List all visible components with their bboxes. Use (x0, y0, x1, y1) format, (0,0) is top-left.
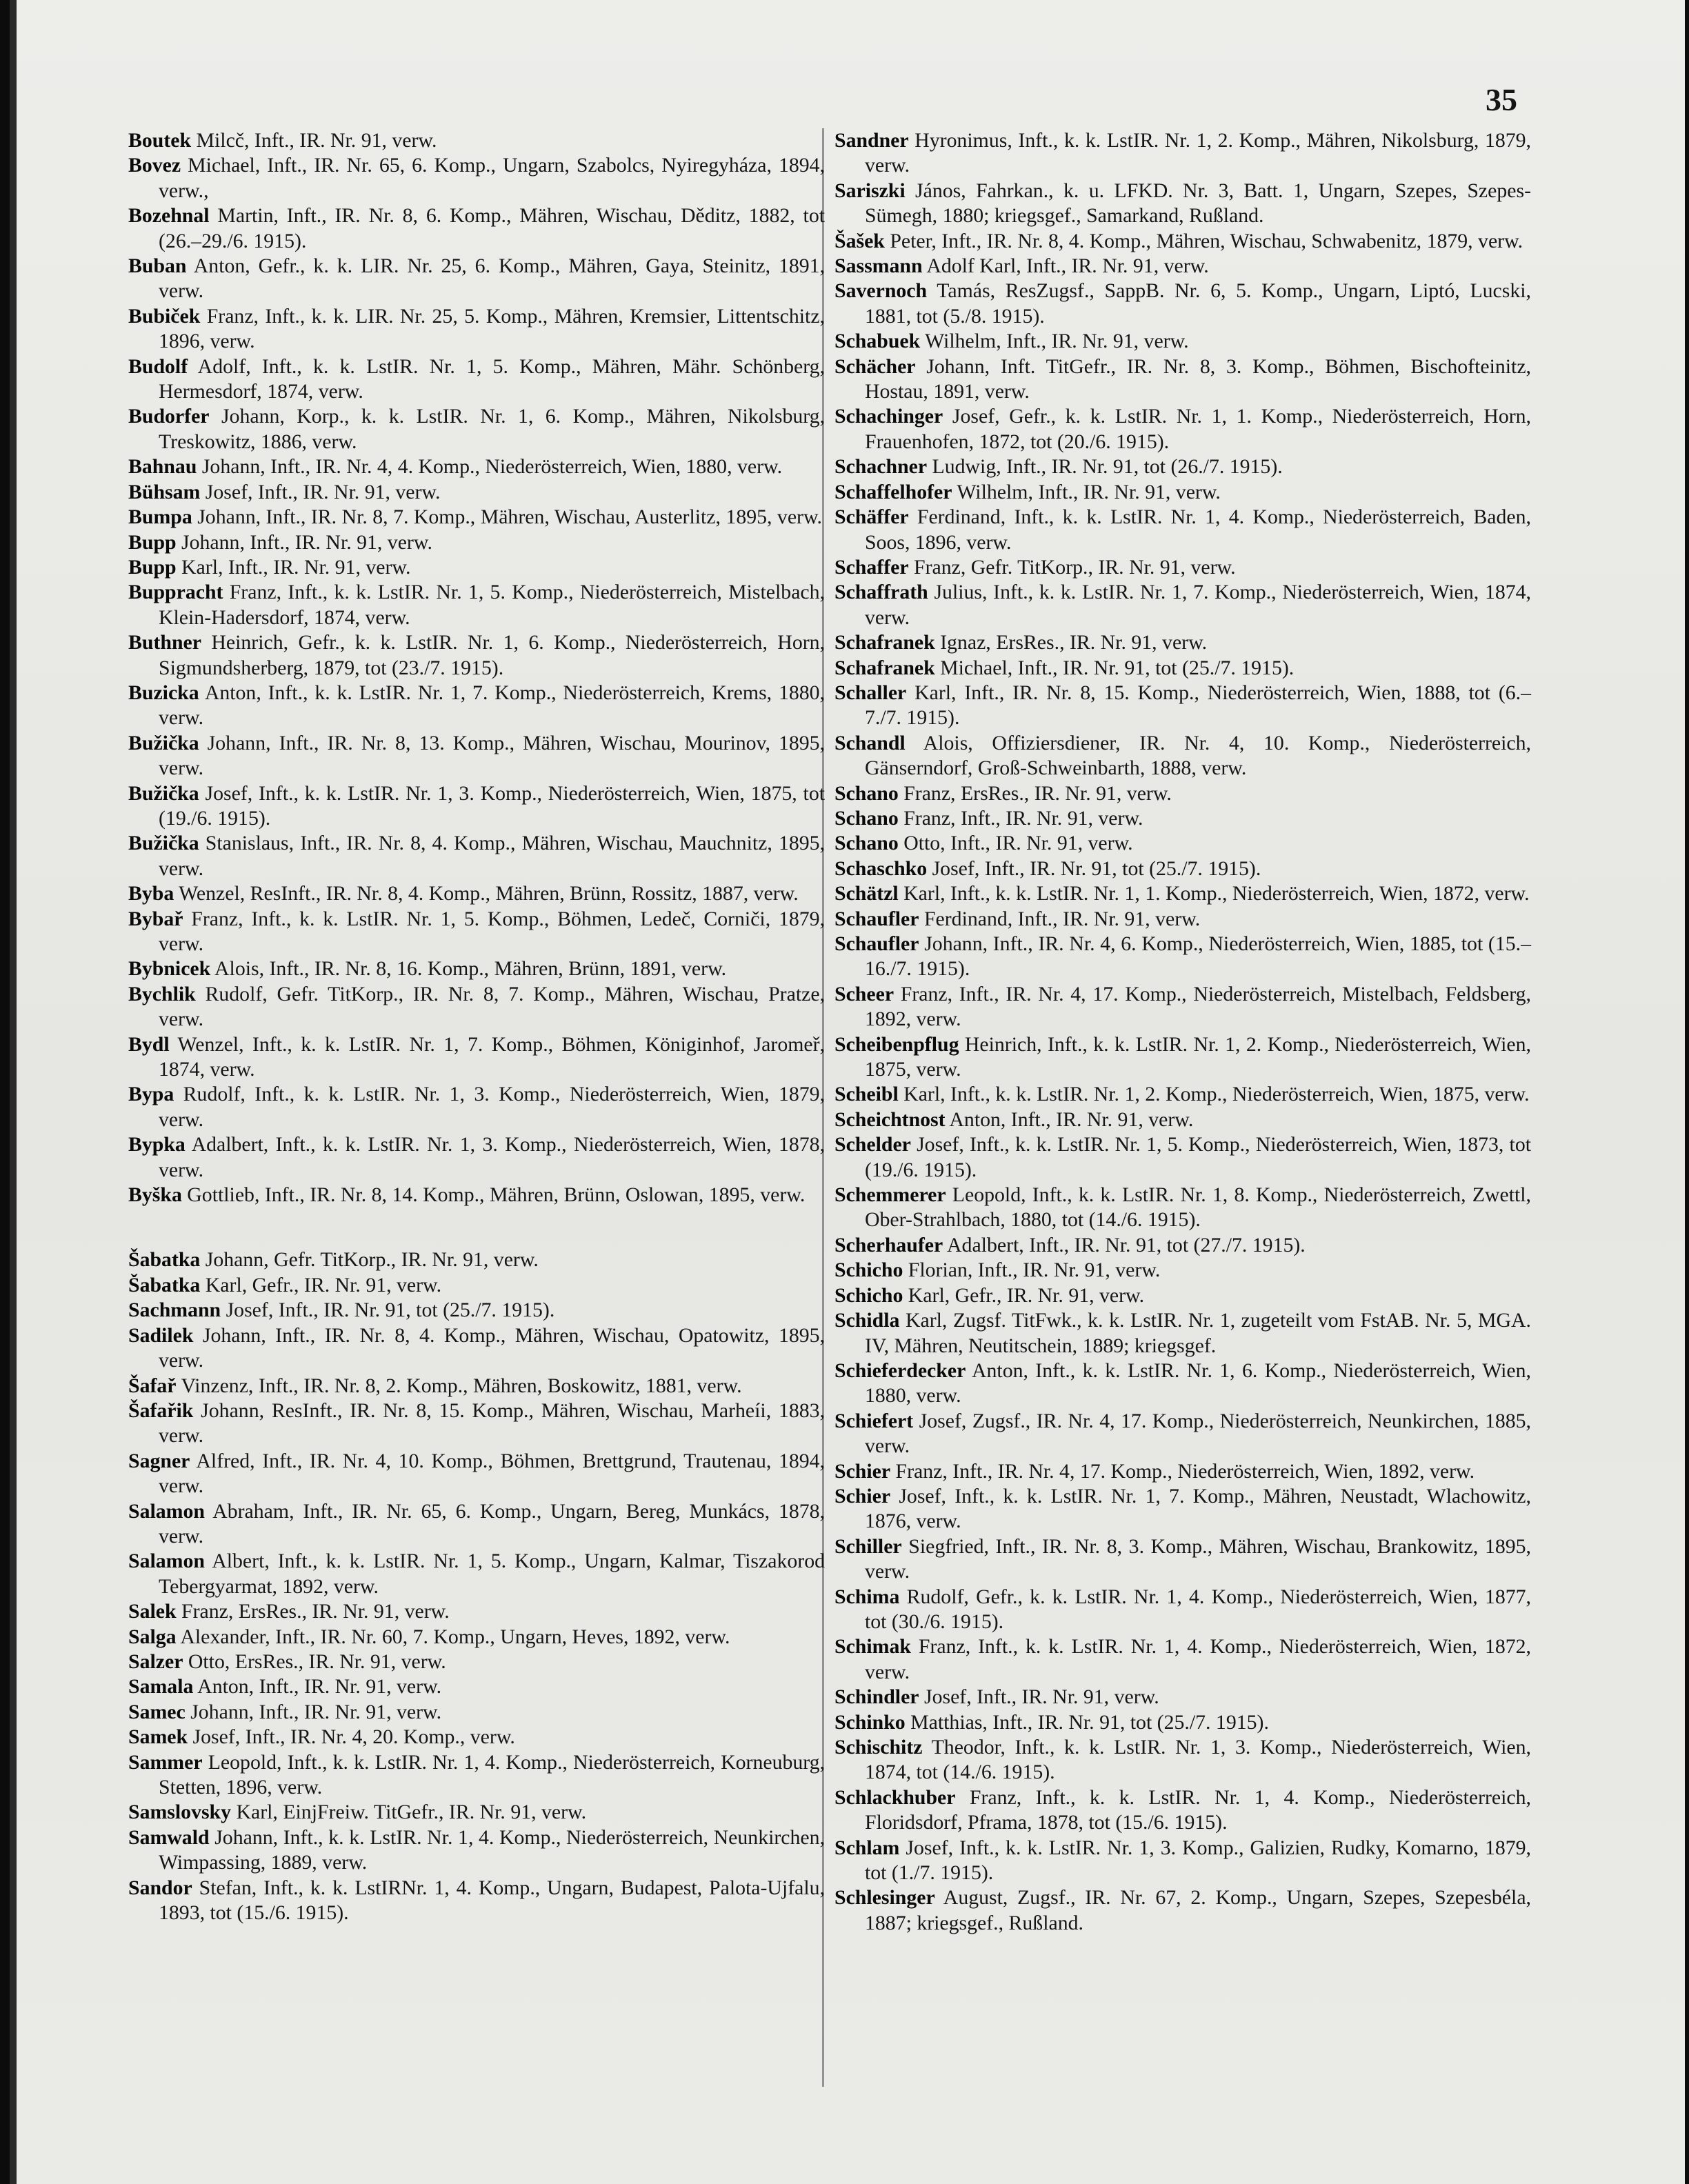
list-entry (834, 329, 1531, 354)
list-entry (128, 1800, 825, 1825)
list-entry (834, 229, 1531, 254)
entry-details: Josef, Inft., k. k. LstIR. Nr. 1, 7. Komp., Mähren, Neustadt, Wlachowitz, 1876, verw. (865, 1484, 1531, 1533)
entry-surname: Schächer (834, 354, 916, 378)
entry-surname: Sandner (834, 129, 909, 152)
entry-details: Martin, Inft., IR. Nr. 8, 6. Komp., Mähren, Wischau, Děditz, 1882, tot (26.–29./6. 1915). (159, 204, 825, 252)
list-entry (834, 1108, 1531, 1132)
entry-surname: Bozehnal (128, 204, 210, 228)
entry-surname: Buthner (128, 631, 201, 654)
list-entry (128, 1273, 825, 1298)
list-entry (834, 1484, 1531, 1534)
entry-details: Peter, Inft., IR. Nr. 8, 4. Komp., Mähren, Wischau, Schwabenitz, 1879, verw. (884, 229, 1523, 252)
entry-details: Josef, Gefr., k. k. LstIR. Nr. 1, 1. Komp., Niederösterreich, Horn, Frauenhofen, 1872, tot (20./6. 1915). (865, 405, 1531, 453)
entry-surname: Schimak (834, 1635, 911, 1659)
entry-surname: Buban (128, 254, 187, 278)
list-entry (834, 279, 1531, 329)
entry-surname: Byba (128, 882, 174, 905)
list-entry (834, 1409, 1531, 1459)
entry-details: Franz, ErsRes., IR. Nr. 91, verw. (898, 781, 1172, 805)
list-entry (128, 1625, 825, 1650)
list-entry (128, 1825, 825, 1876)
list-entry (834, 982, 1531, 1032)
entry-surname: Salamon (128, 1550, 205, 1573)
list-entry (834, 806, 1531, 831)
entry-surname: Schafranek (834, 656, 935, 679)
list-entry (128, 1674, 825, 1699)
list-entry (834, 1585, 1531, 1635)
entry-details: Anton, Inft., IR. Nr. 91, verw. (945, 1108, 1194, 1131)
list-entry (128, 1599, 825, 1624)
list-entry (834, 881, 1531, 906)
entry-surname: Schieferdecker (834, 1359, 966, 1382)
entry-surname: Budolf (128, 354, 188, 378)
entry-details: Franz, Inft., IR. Nr. 4, 17. Komp., Niederösterreich, Mistelbach, Feldsberg, 1892, verw. (865, 982, 1531, 1031)
list-entry (834, 1359, 1531, 1409)
list-entry (834, 656, 1531, 681)
entry-surname: Schischitz (834, 1736, 923, 1759)
list-entry (834, 1836, 1531, 1886)
entry-details: Ferdinand, Inft., IR. Nr. 91, verw. (919, 907, 1201, 930)
list-entry (834, 731, 1531, 781)
list-entry (834, 580, 1531, 630)
list-entry (834, 907, 1531, 932)
list-entry (128, 781, 825, 832)
entry-details: Johann, Inft., IR. Nr. 91, verw. (176, 530, 432, 554)
list-entry (834, 354, 1531, 405)
list-entry (128, 555, 825, 580)
entry-details: Rudolf, Gefr., k. k. LstIR. Nr. 1, 4. Komp., Niederösterreich, Wien, 1877, tot (30./6. 1915). (865, 1585, 1531, 1633)
entry-surname: Schlam (834, 1836, 900, 1859)
entry-details: Adalbert, Inft., IR. Nr. 91, tot (27./7. 1915). (943, 1233, 1306, 1256)
entry-surname: Schindler (834, 1685, 919, 1709)
entry-surname: Bubiček (128, 304, 201, 328)
entry-details: Johann, Inft., IR. Nr. 8, 4. Komp., Mähren, Wischau, Opatowitz, 1895, verw. (159, 1323, 825, 1372)
list-entry (128, 480, 825, 505)
list-entry (128, 128, 825, 153)
list-entry (128, 1700, 825, 1725)
list-entry (834, 1258, 1531, 1283)
entry-surname: Budorfer (128, 405, 210, 428)
list-entry (834, 1710, 1531, 1735)
entry-details: Heinrich, Gefr., k. k. LstIR. Nr. 1, 6. Komp., Niederösterreich, Horn, Sigmundsherberg, 1879, tot (23./7. 1915). (159, 631, 825, 679)
entry-details: Johann, Inft., IR. Nr. 91, verw. (185, 1700, 442, 1723)
entry-details: Anton, Inft., IR. Nr. 91, verw. (193, 1675, 442, 1699)
entry-details: Leopold, Inft., k. k. LstIR. Nr. 1, 4. Komp., Niederösterreich, Korneuburg, Stetten, 1896, verw. (159, 1750, 825, 1799)
entry-surname: Schachinger (834, 405, 943, 428)
entry-details: Karl, Inft., k. k. LstIR. Nr. 1, 1. Komp., Niederösterreich, Wien, 1872, verw. (898, 882, 1530, 905)
entry-surname: Šabatka (128, 1273, 201, 1296)
entry-details: Josef, Inft., k. k. LstIR. Nr. 1, 3. Komp., Niederösterreich, Wien, 1875, tot (19./6. 1915). (159, 781, 825, 830)
list-entry (128, 505, 825, 530)
entry-details: Josef, Inft., IR. Nr. 91, verw. (919, 1685, 1159, 1709)
entry-details: Johann, ResInft., IR. Nr. 8, 15. Komp., Mähren, Wischau, Marheíi, 1883, verw. (159, 1399, 825, 1447)
list-entry (128, 530, 825, 555)
entry-surname: Šafařik (128, 1399, 194, 1422)
list-entry (128, 1549, 825, 1599)
list-entry (834, 454, 1531, 479)
page (10, 0, 1685, 2184)
entry-details: Julius, Inft., k. k. LstIR. Nr. 1, 7. Komp., Niederösterreich, Wien, 1874, verw. (865, 581, 1531, 629)
list-entry (128, 982, 825, 1032)
list-entry (128, 1650, 825, 1674)
entry-details: Franz, Inft., k. k. LstIR. Nr. 1, 5. Komp., Böhmen, Ledeč, Corniči, 1879, verw. (159, 907, 825, 955)
entry-surname: Schaschko (834, 856, 928, 880)
entry-details: Ludwig, Inft., IR. Nr. 91, tot (26./7. 1915). (927, 455, 1283, 479)
entry-surname: Buppracht (128, 581, 223, 604)
entry-surname: Boutek (128, 129, 192, 152)
list-entry (834, 505, 1531, 555)
list-entry (128, 881, 825, 906)
entry-surname: Schier (834, 1459, 891, 1483)
entry-details: Josef, Inft., IR. Nr. 91, verw. (200, 480, 441, 503)
entry-surname: Schicho (834, 1259, 903, 1282)
entry-surname: Bupp (128, 530, 177, 554)
entry-details: Wilhelm, Inft., IR. Nr. 91, verw. (920, 330, 1189, 353)
list-entry (834, 1283, 1531, 1308)
entry-surname: Samala (128, 1675, 194, 1699)
list-entry (834, 1183, 1531, 1233)
entry-details: Karl, Inft., IR. Nr. 91, verw. (176, 555, 411, 579)
list-entry (128, 907, 825, 957)
entry-surname: Bypka (128, 1133, 186, 1156)
list-entry (834, 179, 1531, 229)
entry-details: Gottlieb, Inft., IR. Nr. 8, 14. Komp., Mähren, Brünn, Oslowan, 1895, verw. (181, 1183, 806, 1207)
list-entry (834, 630, 1531, 655)
entry-surname: Bybař (128, 907, 183, 930)
list-entry (128, 1399, 825, 1449)
entry-details: Karl, Inft., k. k. LstIR. Nr. 1, 2. Komp., Niederösterreich, Wien, 1875, verw. (898, 1083, 1530, 1106)
entry-surname: Bychlik (128, 982, 196, 1005)
entry-details: Franz, Inft., IR. Nr. 91, verw. (898, 806, 1143, 830)
list-entry (834, 1634, 1531, 1685)
entry-details: Franz, Inft., k. k. LstIR. Nr. 1, 4. Komp., Niederösterreich, Floridsdorf, Pframa, 1878, tot (15./6. 1915). (865, 1785, 1531, 1834)
entry-surname: Schiefert (834, 1409, 914, 1432)
entry-details: Karl, Zugsf. TitFwk., k. k. LstIR. Nr. 1, zugeteilt vom FstAB. Nr. 5, MGA. IV, Mähren, Neutitschein, 1889; kriegsgef. (865, 1309, 1531, 1357)
entry-surname: Schelder (834, 1133, 911, 1156)
entry-surname: Bupp (128, 555, 177, 579)
entry-surname: Šabatka (128, 1248, 201, 1272)
entry-details: Alexander, Inft., IR. Nr. 60, 7. Komp., Ungarn, Heves, 1892, verw. (176, 1625, 730, 1648)
list-entry (128, 580, 825, 630)
entry-surname: Schlesinger (834, 1886, 935, 1910)
list-entry (128, 153, 825, 203)
entry-surname: Salga (128, 1625, 177, 1648)
entry-surname: Bahnau (128, 455, 197, 479)
entry-surname: Salek (128, 1600, 177, 1623)
list-entry (128, 681, 825, 731)
entry-details: Josef, Inft., IR. Nr. 91, tot (25./7. 1915). (221, 1299, 555, 1322)
entry-surname: Bypa (128, 1083, 174, 1106)
entry-details: János, Fahrkan., k. u. LFKD. Nr. 3, Batt. 1, Ungarn, Szepes, Szepes-Sümegh, 1880; kriegsgef., Samarkand, Rußland. (865, 179, 1531, 228)
page-number: 35 (1486, 82, 1517, 117)
entry-details: Alois, Offiziersdiener, IR. Nr. 4, 10. Komp., Niederösterreich, Gänserndorf, Groß-Schweinbarth, 1888, verw. (865, 731, 1531, 780)
entry-surname: Schier (834, 1484, 891, 1507)
list-entry (128, 1323, 825, 1374)
list-entry (128, 454, 825, 479)
list-entry (834, 1308, 1531, 1359)
list-entry (128, 203, 825, 254)
entry-surname: Scheichtnost (834, 1108, 946, 1131)
entry-details: Adolf Karl, Inft., IR. Nr. 91, verw. (922, 254, 1209, 278)
entry-details: Leopold, Inft., k. k. LstIR. Nr. 1, 8. Komp., Niederösterreich, Zwettl, Ober-Strahlbach, 1880, tot (14./6. 1915). (865, 1183, 1531, 1232)
entry-surname: Šafař (128, 1374, 177, 1397)
entry-details: Alfred, Inft., IR. Nr. 4, 10. Komp., Böhmen, Brettgrund, Trautenau, 1894, verw. (159, 1449, 825, 1498)
entry-surname: Schano (834, 832, 899, 855)
list-entry (128, 1082, 825, 1132)
left-column (128, 128, 825, 1925)
entry-surname: Schätzl (834, 882, 899, 905)
entry-details: Tamás, ResZugsf., SappB. Nr. 6, 5. Komp., Ungarn, Liptó, Lucski, 1881, tot (5./8. 1915). (865, 279, 1531, 328)
entry-surname: Schandl (834, 731, 906, 754)
list-entry (834, 128, 1531, 179)
entry-details: Anton, Gefr., k. k. LIR. Nr. 25, 6. Komp., Mähren, Gaya, Steinitz, 1891, verw. (159, 254, 825, 303)
entry-details: Florian, Inft., IR. Nr. 91, verw. (903, 1259, 1161, 1282)
entry-surname: Byška (128, 1183, 182, 1207)
entry-details: Adalbert, Inft., k. k. LstIR. Nr. 1, 3. Komp., Niederösterreich, Wien, 1878, verw. (159, 1133, 825, 1181)
entry-surname: Sandor (128, 1876, 192, 1899)
entry-surname: Salamon (128, 1499, 205, 1523)
list-entry (128, 304, 825, 354)
entry-details: Adolf, Inft., k. k. LstIR. Nr. 1, 5. Komp., Mähren, Mähr. Schönberg, Hermesdorf, 1874, verw. (159, 354, 825, 403)
entry-surname: Schemmerer (834, 1183, 946, 1207)
list-entry (128, 1876, 825, 1926)
entry-surname: Schlackhuber (834, 1785, 956, 1809)
entry-details: Anton, Inft., k. k. LstIR. Nr. 1, 7. Komp., Niederösterreich, Krems, 1880, verw. (159, 681, 825, 730)
entry-surname: Salzer (128, 1650, 183, 1673)
entry-surname: Bužička (128, 731, 199, 754)
entry-surname: Bumpa (128, 505, 192, 529)
list-entry (128, 831, 825, 881)
list-entry (128, 956, 825, 981)
entry-surname: Schäffer (834, 505, 909, 529)
entry-details: Rudolf, Inft., k. k. LstIR. Nr. 1, 3. Komp., Niederösterreich, Wien, 1879, verw. (159, 1083, 825, 1131)
entry-details: Josef, Inft., k. k. LstIR. Nr. 1, 3. Komp., Galizien, Rudky, Komarno, 1879, tot (1./7. 1915). (865, 1836, 1531, 1885)
entry-surname: Scheer (834, 982, 895, 1005)
entry-details: Michael, Inft., IR. Nr. 65, 6. Komp., Ungarn, Szabolcs, Nyiregyháza, 1894, verw., (159, 154, 825, 202)
entry-details: Alois, Inft., IR. Nr. 8, 16. Komp., Mähren, Brünn, 1891, verw. (210, 957, 727, 981)
entry-surname: Šašek (834, 229, 885, 252)
entry-surname: Schima (834, 1585, 900, 1608)
entry-details: Siegfried, Inft., IR. Nr. 8, 3. Komp., Mähren, Wischau, Brankowitz, 1895, verw. (865, 1534, 1531, 1583)
list-entry (834, 1032, 1531, 1083)
entry-surname: Sassmann (834, 254, 923, 278)
entry-details: Vinzenz, Inft., IR. Nr. 8, 2. Komp., Mähren, Boskowitz, 1881, verw. (176, 1374, 742, 1397)
entry-details: Abraham, Inft., IR. Nr. 65, 6. Komp., Ungarn, Bereg, Munkács, 1878, verw. (159, 1499, 825, 1547)
entry-details: Stanislaus, Inft., IR. Nr. 8, 4. Komp., Mähren, Wischau, Mauchnitz, 1895, verw. (159, 832, 825, 880)
entry-surname: Sammer (128, 1750, 203, 1774)
list-entry (834, 1685, 1531, 1710)
entry-details: Ignaz, ErsRes., IR. Nr. 91, verw. (935, 631, 1208, 654)
entry-details: Franz, Inft., k. k. LstIR. Nr. 1, 5. Komp., Niederösterreich, Mistelbach, Klein-Hadersdorf, 1874, verw. (159, 581, 825, 629)
entry-details: Josef, Inft., k. k. LstIR. Nr. 1, 5. Komp., Niederösterreich, Wien, 1873, tot (19./6. 1915). (865, 1133, 1531, 1181)
list-entry (128, 1132, 825, 1183)
entry-details: Karl, Gefr., IR. Nr. 91, verw. (903, 1283, 1145, 1307)
entry-details: Johann, Inft., IR. Nr. 8, 13. Komp., Mähren, Wischau, Mourinov, 1895, verw. (159, 731, 825, 780)
entry-details: Johann, Inft., IR. Nr. 8, 7. Komp., Mähren, Wischau, Austerlitz, 1895, verw. (192, 505, 823, 529)
entry-surname: Scherhaufer (834, 1233, 943, 1256)
list-entry (834, 1233, 1531, 1258)
entry-details: Stefan, Inft., k. k. LstIRNr. 1, 4. Komp., Ungarn, Budapest, Palota-Ujfalu, 1893, tot (15./6. 1915). (159, 1876, 825, 1925)
entry-surname: Samwald (128, 1825, 210, 1849)
section-gap (128, 1208, 825, 1248)
entry-surname: Sachmann (128, 1299, 221, 1322)
entry-surname: Bovez (128, 154, 181, 177)
entry-details: Josef, Zugsf., IR. Nr. 4, 17. Komp., Niederösterreich, Neunkirchen, 1885, verw. (865, 1409, 1531, 1458)
list-entry (834, 681, 1531, 731)
list-entry (834, 781, 1531, 806)
entry-details: Johann, Inft., IR. Nr. 4, 4. Komp., Niederösterreich, Wien, 1880, verw. (197, 455, 783, 479)
list-entry (128, 1449, 825, 1499)
entry-surname: Schinko (834, 1710, 906, 1734)
entry-details: Hyronimus, Inft., k. k. LstIR. Nr. 1, 2. Komp., Mähren, Nikolsburg, 1879, verw. (865, 129, 1531, 177)
list-entry (834, 1459, 1531, 1484)
list-entry (128, 1750, 825, 1801)
entry-details: Otto, ErsRes., IR. Nr. 91, verw. (183, 1650, 446, 1673)
entry-details: Franz, Inft., k. k. LIR. Nr. 25, 5. Komp., Mähren, Kremsier, Littentschitz, 1896, verw. (159, 304, 825, 353)
entry-surname: Schaller (834, 681, 907, 704)
list-entry (834, 480, 1531, 505)
entry-details: Wenzel, ResInft., IR. Nr. 8, 4. Komp., Mähren, Brünn, Rossitz, 1887, verw. (174, 882, 799, 905)
list-entry (834, 1885, 1531, 1936)
entry-details: Johann, Inft. TitGefr., IR. Nr. 8, 3. Komp., Böhmen, Bischofteinitz, Hostau, 1891, verw. (865, 354, 1531, 403)
list-entry (128, 254, 825, 304)
entry-details: Matthias, Inft., IR. Nr. 91, tot (25./7. 1915). (905, 1710, 1269, 1734)
entry-surname: Samek (128, 1725, 188, 1749)
list-entry (834, 831, 1531, 856)
entry-surname: Bybnicek (128, 957, 211, 981)
list-entry (834, 404, 1531, 454)
entry-surname: Schano (834, 781, 899, 805)
entry-surname: Schafranek (834, 631, 935, 654)
list-entry (834, 1785, 1531, 1836)
entry-details: Josef, Inft., IR. Nr. 4, 20. Komp., verw. (188, 1725, 515, 1749)
entry-surname: Schaufler (834, 932, 919, 955)
entry-surname: Schaffer (834, 555, 909, 579)
list-entry (128, 1374, 825, 1399)
list-entry (834, 856, 1531, 881)
entry-details: Albert, Inft., k. k. LstIR. Nr. 1, 5. Komp., Ungarn, Kalmar, Tiszakorod Tebergyarmat, 1892, verw. (159, 1550, 825, 1598)
entry-details: Karl, EinjFreiw. TitGefr., IR. Nr. 91, verw. (231, 1801, 587, 1824)
list-entry (834, 1132, 1531, 1183)
entry-details: Johann, Korp., k. k. LstIR. Nr. 1, 6. Komp., Mähren, Nikolsburg, Treskowitz, 1886, verw. (159, 405, 825, 453)
list-entry (128, 404, 825, 454)
entry-details: Johann, Gefr. TitKorp., IR. Nr. 91, verw. (200, 1248, 539, 1272)
entry-surname: Sagner (128, 1449, 190, 1472)
list-entry (128, 1298, 825, 1323)
entry-details: Ferdinand, Inft., k. k. LstIR. Nr. 1, 4. Komp., Niederösterreich, Baden, Soos, 1896, verw. (865, 505, 1531, 554)
list-entry (128, 630, 825, 681)
list-entry (128, 354, 825, 405)
entry-surname: Buzicka (128, 681, 199, 704)
entry-details: Rudolf, Gefr. TitKorp., IR. Nr. 8, 7. Komp., Mähren, Wischau, Pratze, verw. (159, 982, 825, 1031)
list-entry (834, 555, 1531, 580)
entry-surname: Schabuek (834, 330, 921, 353)
list-entry (834, 1735, 1531, 1785)
entry-details: Franz, Inft., IR. Nr. 4, 17. Komp., Niederösterreich, Wien, 1892, verw. (890, 1459, 1475, 1483)
list-entry (128, 1032, 825, 1083)
entry-surname: Schano (834, 806, 899, 830)
entry-surname: Scheibl (834, 1083, 899, 1106)
list-entry (128, 1183, 825, 1208)
list-entry (834, 1082, 1531, 1107)
list-entry (128, 1499, 825, 1550)
entry-details: Franz, Gefr. TitKorp., IR. Nr. 91, verw. (908, 555, 1236, 579)
entry-surname: Bydl (128, 1032, 170, 1056)
entry-surname: Schaufler (834, 907, 919, 930)
entry-details: Otto, Inft., IR. Nr. 91, verw. (898, 832, 1133, 855)
entry-details: Anton, Inft., k. k. LstIR. Nr. 1, 6. Komp., Niederösterreich, Wien, 1880, verw. (865, 1359, 1531, 1407)
entry-surname: Bužička (128, 781, 199, 805)
entry-surname: Sariszki (834, 179, 906, 202)
entry-surname: Schidla (834, 1309, 900, 1332)
entry-surname: Bühsam (128, 480, 201, 503)
entry-details: Johann, Inft., k. k. LstIR. Nr. 1, 4. Komp., Niederösterreich, Neunkirchen, Wimpassing, 1889, verw. (159, 1825, 825, 1874)
entry-surname: Sadilek (128, 1323, 194, 1347)
entry-details: Theodor, Inft., k. k. LstIR. Nr. 1, 3. Komp., Niederösterreich, Wien, 1874, tot (14./6. 1915). (865, 1736, 1531, 1784)
entry-surname: Schicho (834, 1283, 903, 1307)
list-entry (834, 932, 1531, 982)
entry-surname: Bužička (128, 832, 199, 855)
right-column (834, 128, 1531, 1936)
entry-details: Wenzel, Inft., k. k. LstIR. Nr. 1, 7. Komp., Böhmen, Königinhof, Jaromeř, 1874, verw. (159, 1032, 825, 1081)
entry-surname: Schachner (834, 455, 928, 479)
entry-details: Franz, Inft., k. k. LstIR. Nr. 1, 4. Komp., Niederösterreich, Wien, 1872, verw. (865, 1635, 1531, 1683)
entry-details: Wilhelm, Inft., IR. Nr. 91, verw. (952, 480, 1221, 503)
entry-surname: Scheibenpflug (834, 1032, 959, 1056)
entry-surname: Schaffelhofer (834, 480, 952, 503)
entry-details: Karl, Gefr., IR. Nr. 91, verw. (200, 1273, 442, 1296)
list-entry (128, 1248, 825, 1272)
entry-details: Franz, ErsRes., IR. Nr. 91, verw. (176, 1600, 450, 1623)
list-entry (834, 1534, 1531, 1585)
entry-surname: Samslovsky (128, 1801, 232, 1824)
list-entry (128, 731, 825, 781)
entry-details: Milcč, Inft., IR. Nr. 91, verw. (191, 129, 437, 152)
entry-details: Josef, Inft., IR. Nr. 91, tot (25./7. 1915). (927, 856, 1261, 880)
entry-surname: Samec (128, 1700, 186, 1723)
entry-surname: Schiller (834, 1534, 902, 1558)
list-entry (128, 1725, 825, 1750)
entry-details: August, Zugsf., IR. Nr. 67, 2. Komp., Ungarn, Szepes, Szepesbéla, 1887; kriegsgef., Rußland. (865, 1886, 1531, 1934)
entry-details: Johann, Inft., IR. Nr. 4, 6. Komp., Niederösterreich, Wien, 1885, tot (15.–16./7. 1915). (865, 932, 1531, 981)
entry-details: Karl, Inft., IR. Nr. 8, 15. Komp., Niederösterreich, Wien, 1888, tot (6.–7./7. 1915). (865, 681, 1531, 730)
entry-details: Heinrich, Inft., k. k. LstIR. Nr. 1, 2. Komp., Niederösterreich, Wien, 1875, verw. (865, 1032, 1531, 1081)
entry-details: Michael, Inft., IR. Nr. 91, tot (25./7. 1915). (935, 656, 1295, 679)
entry-surname: Schaffrath (834, 581, 928, 604)
list-entry (834, 254, 1531, 279)
entry-surname: Savernoch (834, 279, 928, 303)
